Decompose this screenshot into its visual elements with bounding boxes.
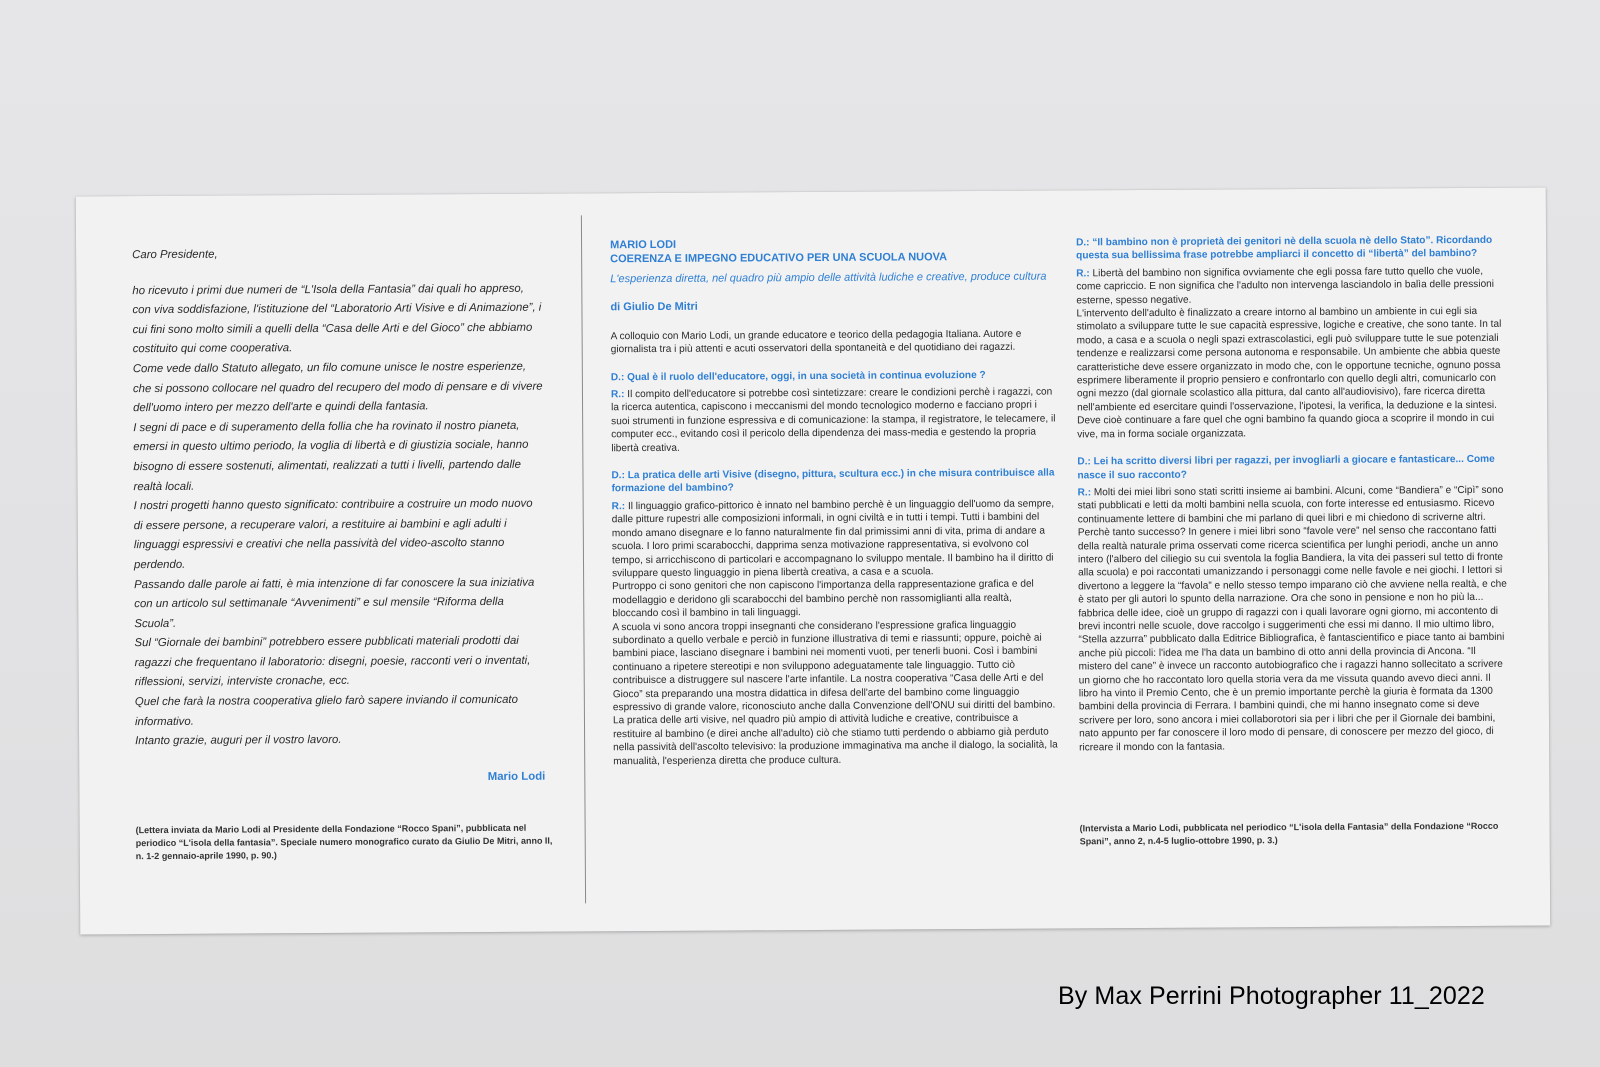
article-column-right xyxy=(1076,234,1509,755)
question-4: D.: Lei ha scritto diversi libri per ragazzi, per invogliarli a giocare e fantasticare... Come nasce il suo racconto? xyxy=(1077,453,1495,481)
column-divider xyxy=(581,215,586,903)
letter-paragraph: I segni di pace e di superamento della follia che ha rovinato il nostro pianeta, emersi in questo ultimo periodo, la voglia di libertà e di giustizia sociale, hanno bisogno di essere sostenuti, alimentati, realizzati a tutti i livelli, partendo dalle realtà locali. xyxy=(133,419,529,493)
answer-2-paragraph: A scuola vi sono ancora troppi insegnanti che considerano l'espressione grafica linguaggio subordinato a quello verbale e perciò in funzione illustrativa di temi e riassunti; oppure, poichè ai bambini piace, lasciano disegnare i bambini nei momenti vuoti, per tenerli buoni. Così i bambini continuano a ripetere stereotipi e non sviluppono adeguatamente tale linguaggio. Tutto ciò contribuisce a distruggere sul nascere l'arte infantile. La nostra cooperativa “Casa delle Arti e del Gioco” sta preparando una mostra didattica in difesa dell'arte del bambino come linguaggio espressivo di grande valore, riconosciuto anche dalla Convenzione dell'ONU sui diritti del bambino. La pratica delle arti visive, nel quadro più ampio di attività ludiche e creative, contribuisce a restituire al bambino (e direi anche all'adulto) ciò che stiamo tutti perdendo o abbiamo già perduto nella passività dell'ascolto televisivo: la produzione immaginativa ma anche il dialogo, la socialità, la manualità, l'esperienza diretta che produce cultura. xyxy=(612,619,1058,767)
letter-greeting: Caro Presidente, xyxy=(132,248,218,262)
letter-paragraph: ho ricevuto i primi due numeri de “L'Isola della Fantasia” dai quali ho appreso, con viva soddisfazione, l'istituzione del “Laboratorio Arti Visive e di Animazione”, i cui fini sono molto simili a quelli della “Casa delle Arti e del Gioco” che abbiamo costituito qui come cooperativa. xyxy=(132,282,542,356)
answer-4-text: Molti dei miei libri sono stati scritti insieme ai bambini. Alcuni, come “Bandiera” e “Cipì” sono stati pubblicati e letti da molti bambini nella scuola, con forte interesse ed entusiasmo. Ricevo continuamente lettere di bambini che mi parlano di quei libri e mi chiedono di scriverne altri. Perchè tanto successo? In genere i miei libri sono “favole vere” nel senso che raccontano fatti della realtà naturale prima osservati come ricerca scientifica per lunghi periodi, anche un anno intero (l'albero del ciliegio su cui sventola la foglia Bandiera, la vita dei passeri sul tetto di fronte alla scuola) e poi raccontati umanizzando i personaggi come nelle favole e nei giochi. I lettori si divertono a leggere la “favola” e nello stesso tempo imparano ciò che avviene nella realtà, e che è stato per gli autori lo spunto della narrazione. Ora che sono in pensione e non ho più la... fabbrica delle idee, cioè un gruppo di ragazzi con i quali lavorare ogni giorno, mi accontento di brevi incontri nelle scuole, dove raccolgo i suggerimenti che essi mi danno. Il mio ultimo libro, “Stella azzurra” pubblicato dalla Editrice Bibliografica, è fantascientifico e piace tanto ai bambini anche più piccoli: l'idea me l'ha data un bambino di otto anni della provincia di Ancona. “Il mistero del cane” è invece un racconto autobiografico che i ragazzi hanno sollecitato a scrivere un giorno che ho raccontato loro quella storia vera da me vissuta quando avevo dieci anni. Il libro ha vinto il Premio Cento, che è un premio importante perchè la giuria è formata da 1300 bambini della provincia di Ferrara. I bambini quindi, che mi hanno insegnato come si deve scrivere per loro, sono ancora i miei collaborotori sia per i libri che per il Giornale dei bambini, nato appunto per far conoscere il loro modo di pensare, di conoscere per mezzo del gioco, di ricreare il mondo con la fantasia. xyxy=(1077,484,1507,754)
answer-1-text: Il compito dell'educatore si potrebbe così sintetizzare: creare le condizioni perchè i ragazzi, con la ricerca autentica, capiscono i meccanismi del mondo tecnologico moderno e facciano propri i suoi strumenti in funzione espressiva e di comunicazione: la stampa, il registratore, le telecamere, il computer ecc., evitando così il pericolo della dipendenza dei mass-media e gestendo la propria libertà creativa. xyxy=(611,386,1056,454)
letter-footnote: (Lettera inviata da Mario Lodi al Presidente della Fondazione “Rocco Spani”, pubblicata nel periodico “L'isola della fantasia”. Speciale numero monografico curato da Giulio De Mitri, anno II, n. 1-2 gennaio-aprile 1990, p. 90.) xyxy=(135,822,553,862)
letter-signature: Mario Lodi xyxy=(487,770,546,783)
article-title: COERENZA E IMPEGNO EDUCATIVO PER UNA SCUOLA NUOVA xyxy=(610,250,948,265)
letter-column xyxy=(132,244,545,790)
letter-paragraph: Quel che farà la nostra cooperativa glielo farò sapere inviando il comunicato informativo. xyxy=(134,693,518,728)
letter-paragraph: Passando dalle parole ai fatti, è mia intenzione di far conoscere la sua iniziativa con un articolo sul settimanale “Avvenimenti” e sul mensile “Riforma della Scuola”. xyxy=(134,576,535,630)
article-column-center xyxy=(610,237,1058,769)
answer-2 xyxy=(612,497,1057,580)
answer-1 xyxy=(611,386,1056,456)
answer-3-paragraph: L'intervento dell'adulto è finalizzato a creare intorno al bambino un ambiente in cui egli sia stimolato a sviluppare tutte le sue capacità espressive, logiche e creative, che sono tante. In tal modo, a casa e a scuola o negli spazi extrascolastici, egli può sviluppare tutte le sue potenziali tendenze e realizzarsi come persona autonoma e responsabile. Un ambiente che abbia queste caratteristiche deve essere organizzato in modo che, con le opportune tecniche, ognuno possa esprimere liberamente il proprio pensiero e confrontarlo con quello degli altri, comunicarlo con ogni mezzo (dal giornale scolastico alla pittura, dal canto all'audiovisivo), fare ricerca diretta nell'ambiente ed esercitare quindi l'osservazione, l'ipotesi, la verifica, la deduzione e la sintesi. Deve cioè continuare a fare quel che ogni bambino fa quando gioca a scoprire il mondo in cui vive, ma in forma sociale organizzata. xyxy=(1076,305,1502,441)
photographer-watermark: By Max Perrini Photographer 11_2022 xyxy=(1058,982,1485,1010)
article-title-name: MARIO LODI xyxy=(610,238,677,252)
document-panel xyxy=(76,188,1550,935)
answer-3-text: Libertà del bambino non significa ovviamente che egli possa fare tutto quello che vuole, come capriccio. E non significa che l'adulto non intervenga lasciandolo in balìa delle pressioni esterne, spesso negative. xyxy=(1076,265,1495,307)
article-intro: A colloquio con Mario Lodi, un grande educatore e teorico della pedagogia Italiana. Autore e giornalista tra i più attenti e acuti osservatori della spontaneità e del quotidiano dei ragazzi. xyxy=(610,328,1022,356)
interview-footnote: (Intervista a Mario Lodi, pubblicata nel periodico “L'isola della Fantasia” della Fondazione “Rocco Spani”, anno 2, n.4-5 luglio-ottobre 1990, p. 3.) xyxy=(1079,820,1499,847)
letter-paragraph: Sul “Giornale dei bambini” potrebbero essere pubblicati materiali prodotti dai ragazzi che frequentano il laboratorio: disegni, poesie, racconti veri o inventati, riflessioni, servizi, interviste cronache, ecc. xyxy=(134,635,531,689)
answer-3 xyxy=(1076,265,1506,308)
article-author: di Giulio De Mitri xyxy=(610,301,698,314)
answer-marker: R.: xyxy=(1077,487,1092,499)
letter-paragraph: Come vede dallo Statuto allegato, un filo comune unisce le nostre esperienze, che si possono collocare nel quadro del recupero del modo di pensare e di vivere dell'uomo intero per mezzo dell'arte e quindi della fantasia. xyxy=(132,360,543,415)
letter-paragraph: Intanto grazie, auguri per il vostro lavoro. xyxy=(135,734,342,748)
answer-marker: R.: xyxy=(1076,268,1090,280)
question-1: D.: Qual è il ruolo dell'educatore, oggi, in una società in continua evoluzione ? xyxy=(610,369,986,383)
answer-2-paragraph: Purtroppo ci sono genitori che non capiscono l'importanza della rappresentazione grafica e del modellaggio e deridono gli scarabocchi del bambino perchè non rassomiglianti alla realtà, bloccando così il bambino in tali linguaggi. xyxy=(612,578,1034,620)
question-3: D.: “Il bambino non è proprietà dei genitori nè della scuola nè dello Stato”. Ricordando questa sua bellissima frase potrebbe ampliarci il concetto di “libertà” del bambino? xyxy=(1076,234,1493,262)
answer-4 xyxy=(1078,484,1510,755)
question-2: D.: La pratica delle arti Visive (disegno, pittura, scultura ecc.) in che misura contribuisce alla formazione del bambino? xyxy=(611,467,1055,495)
article-subtitle: L'esperienza diretta, nel quadro più ampio delle attività ludiche e creative, produce cultura xyxy=(610,270,1047,286)
answer-marker: R.: xyxy=(611,501,626,513)
answer-2-text: Il linguaggio grafico-pittorico è innato nel bambino perchè è un linguaggio dell'uomo da sempre, dalle pitture rupestri alle composizioni informali, in ogni civiltà e in tutti i tempi. Tutti i bambini del mondo amano disegnare e lo fanno naturalmente fin dal primissimi anni di vita, prima di andare a scuola. I loro primi scarabocchi, dapprima senza motivazione rappresentativa, si evolvono col tempo, si arricchiscono di particolari e accompagnano lo sviluppo mentale. Il bambino ha il diritto di sviluppare questo linguaggio in piena libertà creativa, a casa e a scuola. xyxy=(611,498,1055,580)
letter-paragraph: I nostri progetti hanno questo significato: contribuire a costruire un modo nuovo di essere persone, a recuperare valori, a restituire ai bambini e agli adulti i linguaggi espressivi e creativi che nella passività del video-ascolto stanno perdendo. xyxy=(133,497,533,572)
answer-marker: R.: xyxy=(610,389,625,401)
